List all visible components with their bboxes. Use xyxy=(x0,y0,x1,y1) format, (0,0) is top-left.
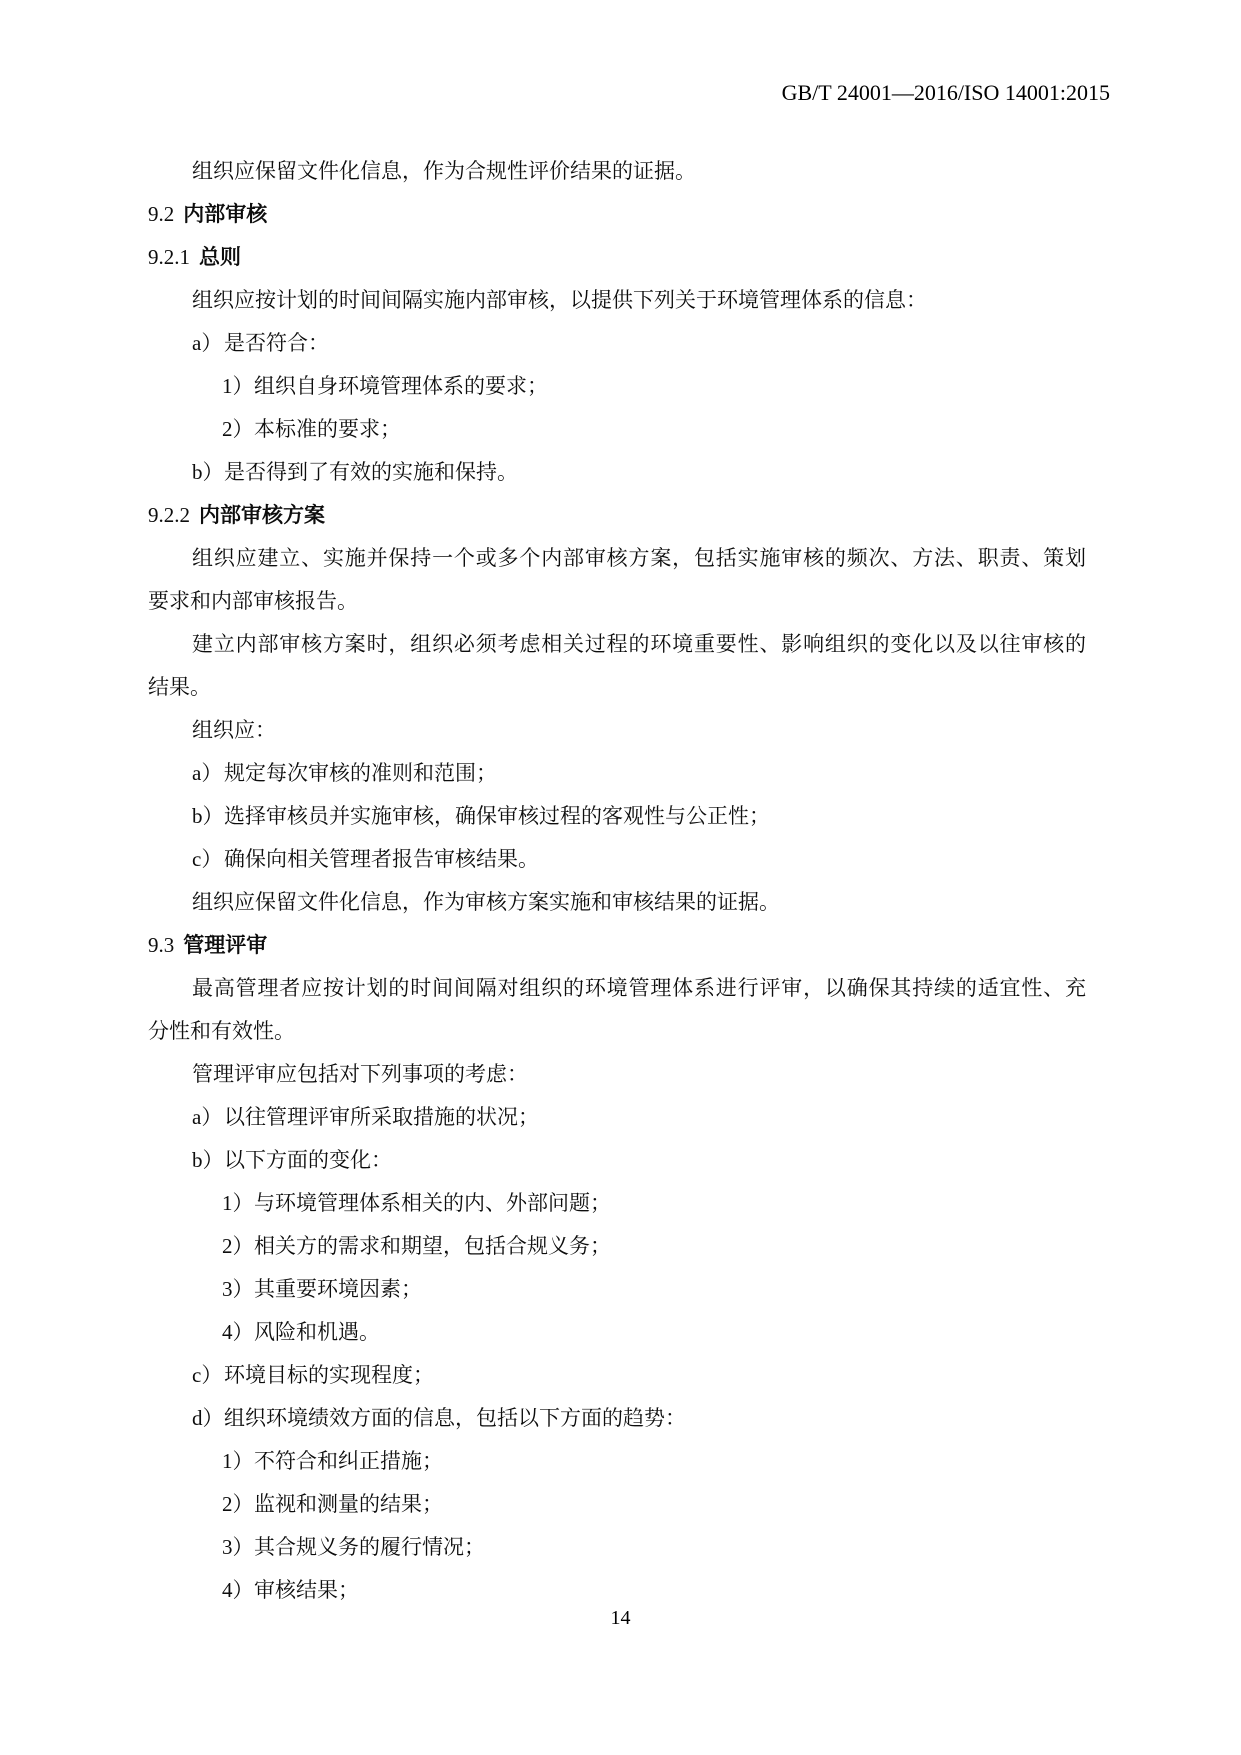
section-number: 9.3 xyxy=(148,933,175,957)
list-marker: 2） xyxy=(222,1234,254,1258)
list-marker: d） xyxy=(192,1406,224,1430)
list-marker: 1） xyxy=(222,374,254,398)
list-item-text: 组织自身环境管理体系的要求； xyxy=(254,374,548,398)
list-item-line xyxy=(192,1397,1086,1440)
paragraph-line: 组织应按计划的时间间隔实施内部审核，以提供下列关于环境管理体系的信息： xyxy=(192,288,927,312)
list-item-line xyxy=(222,1440,1086,1483)
section-number: 9.2.1 xyxy=(148,245,190,269)
list-item-line xyxy=(192,1354,1086,1397)
list-item-text: 本标准的要求； xyxy=(254,417,401,441)
section-title: 管理评审 xyxy=(183,933,268,957)
list-marker: 3） xyxy=(222,1277,254,1301)
list-item-text: 确保向相关管理者报告审核结果。 xyxy=(224,847,539,871)
list-item-line xyxy=(192,1139,1086,1182)
section-heading xyxy=(148,924,1086,967)
paragraph-line: 分性和有效性。 xyxy=(148,1019,295,1043)
list-item-text: 与环境管理体系相关的内、外部问题； xyxy=(254,1191,611,1215)
list-item-text: 环境目标的实现程度； xyxy=(224,1363,434,1387)
list-marker: b） xyxy=(192,460,224,484)
paragraph-line: 建立内部审核方案时，组织必须考虑相关过程的环境重要性、影响组织的变化以及以往审核的 xyxy=(192,632,1086,656)
list-item-line xyxy=(192,322,1086,365)
list-item-text: 以往管理评审所采取措施的状况； xyxy=(224,1105,539,1129)
list-item-line xyxy=(222,1311,1086,1354)
list-item-text: 相关方的需求和期望，包括合规义务； xyxy=(254,1234,611,1258)
list-marker: 1） xyxy=(222,1449,254,1473)
list-item-line xyxy=(192,752,1086,795)
list-item-text: 是否符合： xyxy=(224,331,329,355)
list-item-text: 组织环境绩效方面的信息，包括以下方面的趋势： xyxy=(224,1406,686,1430)
list-item-text: 是否得到了有效的实施和保持。 xyxy=(224,460,518,484)
paragraph-line: 结果。 xyxy=(148,675,211,699)
section-title: 内部审核 xyxy=(183,202,268,226)
list-item-text: 规定每次审核的准则和范围； xyxy=(224,761,497,785)
list-marker: c） xyxy=(192,847,223,871)
list-marker: 2） xyxy=(222,417,254,441)
section-number: 9.2.2 xyxy=(148,503,190,527)
list-marker: 3） xyxy=(222,1535,254,1559)
list-marker: 4） xyxy=(222,1320,254,1344)
list-marker: a） xyxy=(192,1105,223,1129)
list-item-line xyxy=(192,795,1086,838)
paragraph-line: 要求和内部审核报告。 xyxy=(148,589,358,613)
list-marker: 2） xyxy=(222,1492,254,1516)
paragraph-line: 管理评审应包括对下列事项的考虑： xyxy=(192,1062,528,1086)
list-marker: 4） xyxy=(222,1578,254,1602)
paragraph-line: 最高管理者应按计划的时间间隔对组织的环境管理体系进行评审，以确保其持续的适宜性、充 xyxy=(192,976,1086,1000)
list-item-line xyxy=(222,1182,1086,1225)
list-item-line xyxy=(192,838,1086,881)
paragraph-line: 组织应： xyxy=(192,718,276,742)
list-item-line xyxy=(222,1483,1086,1526)
document-body xyxy=(148,150,1086,1612)
section-heading xyxy=(148,494,1086,537)
list-item-line xyxy=(222,408,1086,451)
section-heading xyxy=(148,193,1086,236)
list-item-text: 以下方面的变化： xyxy=(224,1148,392,1172)
list-item-text: 其合规义务的履行情况； xyxy=(254,1535,485,1559)
list-marker: a） xyxy=(192,331,223,355)
paragraph-line: 组织应建立、实施并保持一个或多个内部审核方案，包括实施审核的频次、方法、职责、策划 xyxy=(192,546,1086,570)
list-item-text: 风险和机遇。 xyxy=(254,1320,380,1344)
list-item-text: 其重要环境因素； xyxy=(254,1277,422,1301)
list-marker: c） xyxy=(192,1363,223,1387)
list-item-line xyxy=(192,1096,1086,1139)
standard-number-header: GB/T 24001—2016/ISO 14001:2015 xyxy=(781,80,1110,105)
list-item-line xyxy=(222,1268,1086,1311)
list-marker: b） xyxy=(192,804,224,828)
list-marker: b） xyxy=(192,1148,224,1172)
list-marker: a） xyxy=(192,761,223,785)
list-item-text: 选择审核员并实施审核，确保审核过程的客观性与公正性； xyxy=(224,804,770,828)
list-item-line xyxy=(222,1526,1086,1569)
list-marker: 1） xyxy=(222,1191,254,1215)
page-number: 14 xyxy=(610,1607,631,1629)
list-item-line xyxy=(192,451,1086,494)
paragraph-line: 组织应保留文件化信息，作为合规性评价结果的证据。 xyxy=(192,159,696,183)
list-item-text: 监视和测量的结果； xyxy=(254,1492,443,1516)
list-item-line xyxy=(222,1225,1086,1268)
section-heading xyxy=(148,236,1086,279)
list-item-text: 不符合和纠正措施； xyxy=(254,1449,443,1473)
list-item-text: 审核结果； xyxy=(254,1578,359,1602)
section-title: 内部审核方案 xyxy=(199,503,325,527)
section-number: 9.2 xyxy=(148,202,175,226)
list-item-line xyxy=(222,365,1086,408)
paragraph-line: 组织应保留文件化信息，作为审核方案实施和审核结果的证据。 xyxy=(192,890,780,914)
section-title: 总则 xyxy=(199,245,241,269)
